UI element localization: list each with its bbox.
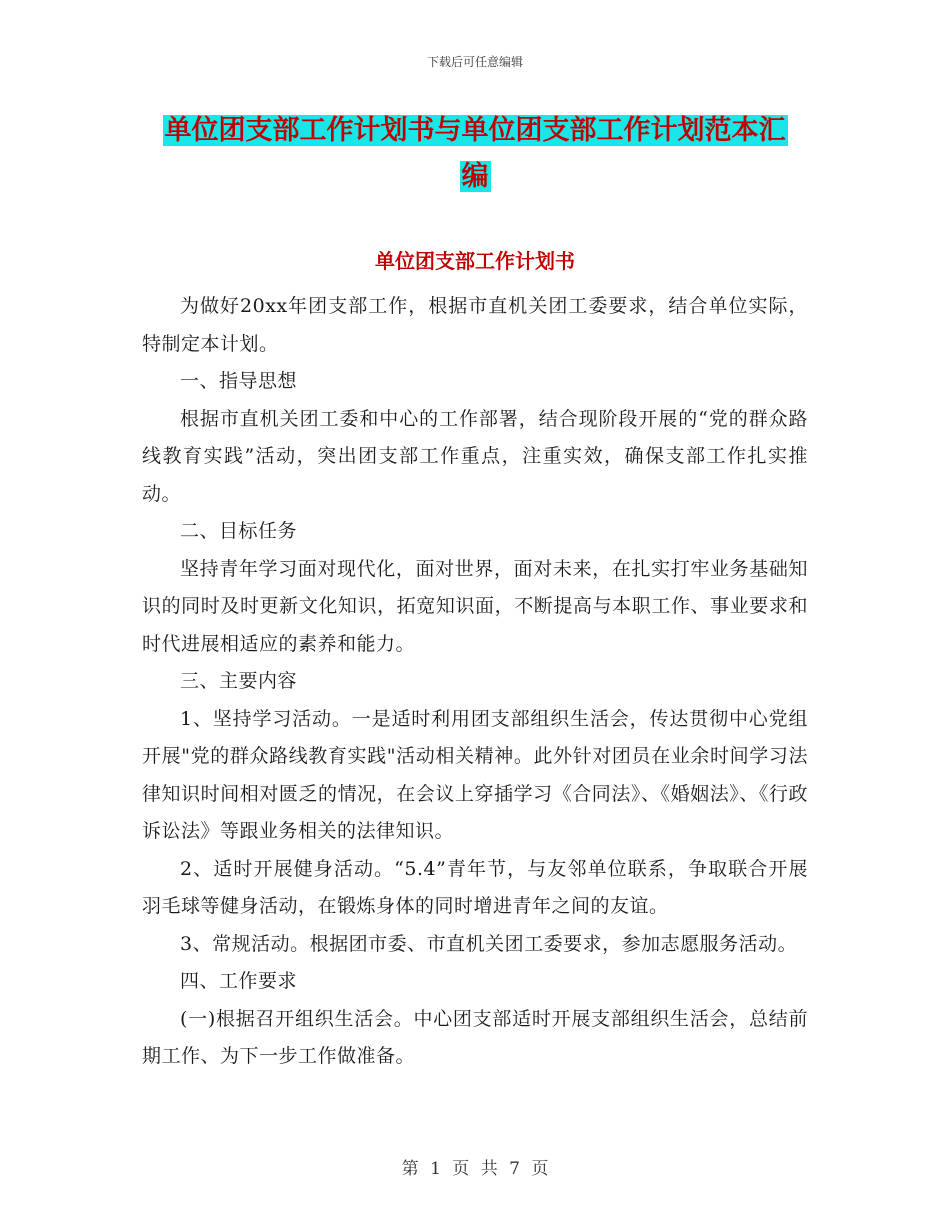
paragraph-goals: 坚持青年学习面对现代化，面对世界，面对未来，在扎实打牢业务基础知识的同时及时更新文化知识，拓宽知识面，不断提高与本职工作、事业要求和时代进展相适应的素养和能力。: [142, 557, 808, 655]
document-body: [142, 288, 808, 1076]
paragraph-routine-activity: 3、常规活动。根据团市委、市直机关团工委要求，参加志愿服务活动。: [180, 932, 798, 955]
section-title: 单位团支部工作计划书: [375, 249, 575, 273]
document-title-line-2: 编: [461, 161, 489, 192]
paragraph-fitness-activity: 2、适时开展健身活动。“5.4”青年节，与友邻单位联系，争取联合开展羽毛球等健身活动，在锻炼身体的同时增进青年之间的友谊。: [142, 857, 808, 917]
heading-main-content: 三、主要内容: [180, 670, 298, 692]
paragraph-intro: 为做好20xx年团支部工作，根据市直机关团工委要求，结合单位实际，特制定本计划。: [142, 295, 808, 355]
document-title: [140, 108, 810, 200]
document-title-line-1: 单位团支部工作计划书与单位团支部工作计划范本汇: [164, 115, 786, 146]
page-header-note: 下载后可任意编辑: [426, 55, 523, 69]
page-footer: 第 1 页 共 7 页: [401, 1159, 549, 1179]
heading-work-requirements: 四、工作要求: [180, 970, 298, 992]
paragraph-requirement-1: (一)根据召开组织生活会。中心团支部适时开展支部组织生活会，总结前期工作、为下一步工作做准备。: [142, 1007, 808, 1067]
paragraph-study-activity: 1、坚持学习活动。一是适时利用团支部组织生活会，传达贯彻中心党组开展"党的群众路线教育实践"活动相关精神。此外针对团员在业余时间学习法律知识时间相对匮乏的情况，在会议上穿插学习《合同法》、《婚姻法》、《行政诉讼法》等跟业务相关的法律知识。: [142, 707, 808, 842]
heading-goals: 二、目标任务: [180, 520, 298, 542]
heading-guiding-ideology: 一、指导思想: [180, 370, 298, 392]
paragraph-guiding-ideology: 根据市直机关团工委和中心的工作部署，结合现阶段开展的“党的群众路线教育实践”活动，突出团支部工作重点，注重实效，确保支部工作扎实推动。: [142, 407, 808, 505]
